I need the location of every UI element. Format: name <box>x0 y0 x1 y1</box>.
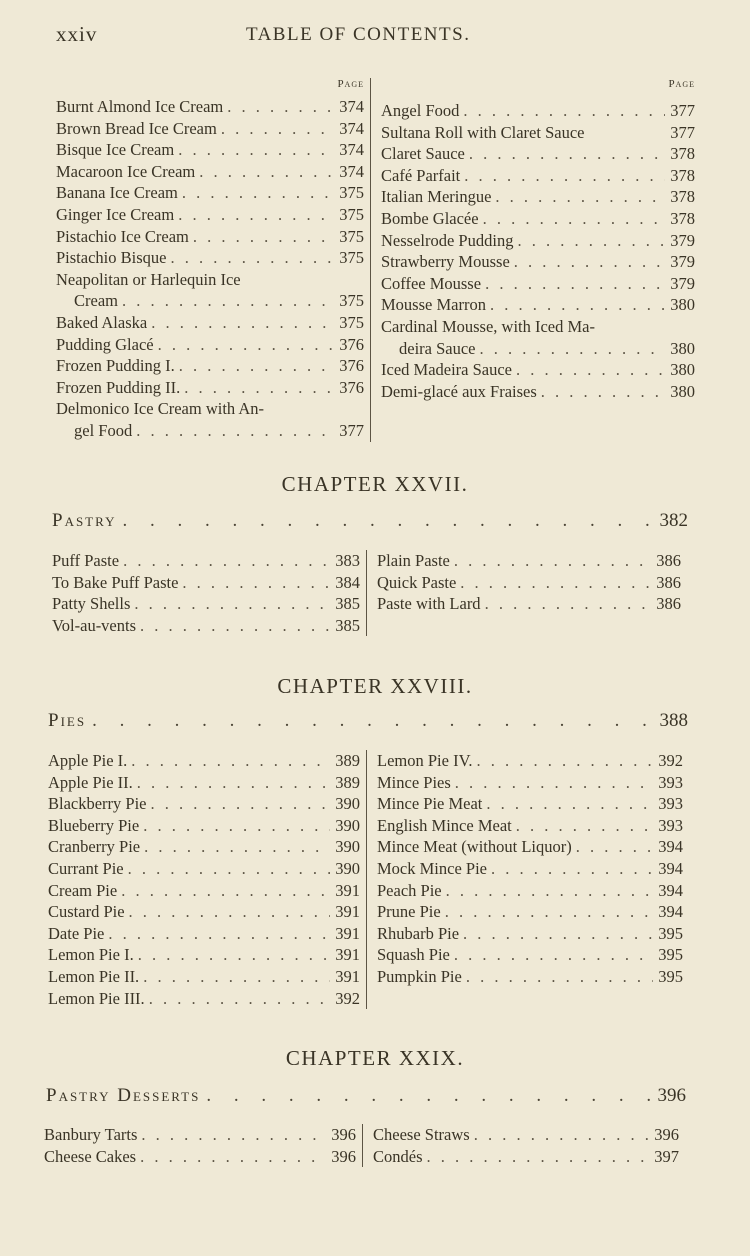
leader-dots <box>147 793 330 815</box>
entry-title: Frozen Pudding II. <box>56 377 181 397</box>
entry-page: 375 <box>339 226 364 246</box>
leader-dots <box>86 710 655 732</box>
toc-entry <box>44 1124 362 1146</box>
leader-dots <box>465 143 665 165</box>
leader-dots <box>441 901 653 923</box>
leader-dots <box>512 359 665 381</box>
toc-entry <box>56 269 370 291</box>
entry-title: Mince Pie Meat <box>377 794 483 814</box>
chapter-heading: CHAPTER XXIX. <box>285 1046 465 1070</box>
leader-dots <box>200 1085 653 1107</box>
entry-page: 391 <box>335 966 360 986</box>
entry-title: Condés <box>373 1146 423 1166</box>
toc-entry <box>56 226 370 248</box>
entry-title: Blueberry Pie <box>48 815 140 835</box>
toc-entry <box>52 593 366 615</box>
entry-title: Italian Meringue <box>381 187 492 207</box>
toc-entry <box>44 1146 362 1168</box>
toc-entry <box>371 230 701 252</box>
toc-entry <box>367 593 687 615</box>
leader-dots <box>512 815 653 837</box>
entry-title: Lemon Pie II. <box>48 966 140 986</box>
entry-page: 380 <box>670 295 695 315</box>
entry-page: 386 <box>656 594 681 614</box>
entry-page: 377 <box>339 420 364 440</box>
left-column <box>56 78 371 442</box>
entry-title: Café Parfait <box>381 165 461 185</box>
entry-title: Apple Pie II. <box>48 772 133 792</box>
toc-entry <box>367 815 689 837</box>
page-number: xxiv <box>56 22 98 46</box>
toc-entry <box>367 944 689 966</box>
leader-dots <box>130 593 330 615</box>
entry-title: Ginger Ice Cream <box>56 204 175 224</box>
page-column-label: Page <box>668 78 695 90</box>
toc-entry <box>48 944 366 966</box>
entry-page: 392 <box>335 988 360 1008</box>
entry-title: Bisque Ice Cream <box>56 140 175 160</box>
leader-dots <box>140 836 330 858</box>
entry-page: 393 <box>658 772 683 792</box>
leader-dots <box>491 186 665 208</box>
toc-entry <box>367 923 689 945</box>
toc-entry <box>371 251 701 273</box>
toc-entry <box>52 615 366 637</box>
entry-title: Patty Shells <box>52 594 131 614</box>
entry-title: To Bake Puff Paste <box>52 572 179 592</box>
leader-dots <box>166 247 334 269</box>
toc-entry <box>56 96 370 118</box>
section-entry <box>52 510 688 532</box>
contents-block <box>52 550 692 636</box>
entry-page: 396 <box>331 1125 356 1144</box>
section-title: Pies <box>48 710 87 731</box>
toc-entry <box>56 161 370 183</box>
entry-page: 377 <box>670 101 695 120</box>
entry-title: Frozen Pudding I. <box>56 356 175 376</box>
entry-page: 385 <box>335 615 360 635</box>
chapter-heading: CHAPTER XXVII. <box>281 472 469 496</box>
entry-page: 394 <box>658 902 683 922</box>
entry-page: 391 <box>335 923 360 943</box>
toc-entry <box>371 100 701 122</box>
leader-dots <box>482 793 653 815</box>
toc-entry <box>56 312 370 334</box>
toc-entry <box>48 923 366 945</box>
entry-page: 393 <box>658 815 683 835</box>
toc-entry <box>56 182 370 204</box>
toc-entry <box>367 880 689 902</box>
left-column <box>52 550 367 636</box>
leader-dots <box>487 858 653 880</box>
entry-page: 375 <box>339 248 364 268</box>
entry-title: Pistachio Ice Cream <box>56 226 189 246</box>
section-entry <box>48 710 688 732</box>
leader-dots <box>116 510 655 532</box>
entry-title: Vol-au-vents <box>52 615 137 635</box>
leader-dots <box>486 294 665 316</box>
section-entry <box>46 1085 686 1107</box>
toc-entry <box>371 273 701 295</box>
entry-title: Puff Paste <box>52 551 120 570</box>
entry-page: 380 <box>670 381 695 401</box>
leader-dots <box>125 901 330 923</box>
toc-entry <box>56 247 370 269</box>
entry-page: 374 <box>339 97 364 116</box>
toc-entry <box>48 772 366 794</box>
entry-title: Cream Pie <box>48 880 118 900</box>
entry-title: Cream <box>74 291 118 311</box>
entry-page: 379 <box>670 252 695 272</box>
entry-page: 375 <box>339 291 364 311</box>
toc-entry <box>48 880 366 902</box>
leader-dots <box>139 966 330 988</box>
entry-page: 375 <box>339 204 364 224</box>
right-column <box>367 750 689 1009</box>
toc-entry <box>367 858 689 880</box>
entry-title: Pudding Glacé <box>56 334 154 354</box>
toc-entry <box>371 122 701 144</box>
chapter-heading: CHAPTER XXVIII. <box>277 674 473 698</box>
leader-dots <box>217 118 334 140</box>
entry-page: 390 <box>335 815 360 835</box>
toc-entry <box>56 377 370 399</box>
leader-dots <box>180 377 334 399</box>
entry-title: Plain Paste <box>377 551 450 570</box>
right-column <box>363 1124 685 1167</box>
entry-page: 378 <box>670 208 695 228</box>
toc-entry <box>48 815 366 837</box>
entry-title: Mince Meat (without Liquor) <box>377 837 572 857</box>
left-column <box>48 750 367 1009</box>
toc-entry <box>367 772 689 794</box>
toc-entry <box>48 793 366 815</box>
entry-title: Burnt Almond Ice Cream <box>56 97 224 116</box>
contents-block <box>48 750 692 1009</box>
leader-dots <box>147 312 334 334</box>
entry-page: 375 <box>339 183 364 203</box>
entry-title: Cranberry Pie <box>48 837 141 857</box>
running-title: TABLE OF CONTENTS. <box>246 24 471 45</box>
leader-dots <box>476 338 666 360</box>
entry-page: 395 <box>658 966 683 986</box>
entry-title: Mousse Marron <box>381 295 486 315</box>
entry-title: Lemon Pie IV. <box>377 751 473 770</box>
leader-dots <box>537 381 665 403</box>
entry-page: 374 <box>339 140 364 160</box>
leader-dots <box>481 273 665 295</box>
toc-entry <box>371 208 701 230</box>
entry-title: Lemon Pie III. <box>48 988 145 1008</box>
leader-dots <box>137 1124 326 1146</box>
leader-dots <box>139 815 330 837</box>
leader-dots <box>118 290 334 312</box>
entry-title: Blackberry Pie <box>48 794 147 814</box>
entry-page: 397 <box>654 1146 679 1166</box>
entry-page: 392 <box>658 751 683 770</box>
toc-entry <box>367 901 689 923</box>
entry-page: 390 <box>335 794 360 814</box>
entry-page: 383 <box>335 551 360 570</box>
leader-dots <box>479 208 665 230</box>
entry-title: Mince Pies <box>377 772 451 792</box>
leader-dots <box>460 165 665 187</box>
leader-dots <box>154 334 334 356</box>
toc-entry <box>48 901 366 923</box>
toc-entry <box>56 290 370 312</box>
leader-dots <box>459 923 653 945</box>
entry-page: 374 <box>339 161 364 181</box>
leader-dots <box>510 251 665 273</box>
toc-entry <box>371 186 701 208</box>
leader-dots <box>442 880 653 902</box>
page-column-label: Page <box>337 78 364 90</box>
section-page: 382 <box>659 510 688 531</box>
section-title: Pastry Desserts <box>46 1085 201 1106</box>
entry-title: Mock Mince Pie <box>377 858 487 878</box>
entry-title: Delmonico Ice Cream with An- <box>56 399 265 419</box>
entry-title: Banbury Tarts <box>44 1125 138 1144</box>
toc-entry <box>371 381 701 403</box>
entry-page: 380 <box>670 338 695 358</box>
entry-title: deira Sauce <box>399 338 476 358</box>
leader-dots <box>124 858 330 880</box>
entry-page: 391 <box>335 880 360 900</box>
entry-title: Currant Pie <box>48 858 124 878</box>
entry-title: Cheese Straws <box>373 1125 470 1144</box>
toc-entry <box>367 572 687 594</box>
leader-dots <box>423 1146 650 1168</box>
leader-dots <box>223 96 334 118</box>
leader-dots <box>133 772 330 794</box>
entry-page: 378 <box>670 165 695 185</box>
entry-title: Demi-glacé aux Fraises <box>381 381 537 401</box>
entry-title: English Mince Meat <box>377 815 512 835</box>
entry-title: Brown Bread Ice Cream <box>56 118 217 138</box>
entry-title: Pistachio Bisque <box>56 248 167 268</box>
leader-dots <box>459 100 665 122</box>
leader-dots <box>513 230 665 252</box>
entry-title: Sultana Roll with Claret Sauce <box>381 122 585 142</box>
entry-title: Baked Alaska <box>56 312 148 332</box>
toc-entry <box>48 836 366 858</box>
entry-page: 386 <box>656 572 681 592</box>
entry-page: 379 <box>670 230 695 250</box>
leader-dots <box>470 1124 649 1146</box>
leader-dots <box>134 944 330 966</box>
toc-entry <box>367 550 687 572</box>
entry-title: Coffee Mousse <box>381 273 482 293</box>
entry-page: 378 <box>670 187 695 207</box>
toc-entry <box>371 294 701 316</box>
entry-page: 376 <box>339 356 364 376</box>
entry-page: 393 <box>658 794 683 814</box>
entry-page: 374 <box>339 118 364 138</box>
toc-entry <box>56 398 370 420</box>
leader-dots <box>174 139 334 161</box>
toc-entry <box>367 966 689 988</box>
entry-title: Claret Sauce <box>381 144 465 164</box>
leader-dots <box>117 880 330 902</box>
leader-dots <box>132 420 334 442</box>
entry-page: 376 <box>339 377 364 397</box>
toc-entry <box>56 118 370 140</box>
entry-page: 390 <box>335 837 360 857</box>
entry-title: Nesselrode Pudding <box>381 230 514 250</box>
toc-entry <box>48 750 366 772</box>
entry-page: 391 <box>335 902 360 922</box>
entry-title: Cardinal Mousse, with Iced Ma- <box>381 316 595 336</box>
section-page: 388 <box>659 710 688 731</box>
leader-dots <box>451 772 653 794</box>
leader-dots <box>178 182 334 204</box>
contents-block-continued <box>56 78 706 442</box>
leader-dots <box>136 615 330 637</box>
contents-block <box>44 1124 690 1167</box>
entry-page: 394 <box>658 858 683 878</box>
leader-dots <box>472 750 653 772</box>
entry-page: 378 <box>670 144 695 164</box>
leader-dots <box>189 226 334 248</box>
toc-entry <box>56 139 370 161</box>
entry-page: 391 <box>335 945 360 965</box>
section-title: Pastry <box>52 510 117 531</box>
leader-dots <box>456 572 651 594</box>
entry-title: Pumpkin Pie <box>377 966 462 986</box>
entry-title: Peach Pie <box>377 880 442 900</box>
entry-title: Strawberry Mousse <box>381 252 510 272</box>
toc-entry <box>371 359 701 381</box>
leader-dots <box>175 355 334 377</box>
toc-entry <box>56 334 370 356</box>
entry-title: Neapolitan or Harlequin Ice <box>56 269 241 289</box>
entry-page: 395 <box>658 923 683 943</box>
toc-entry <box>367 750 689 772</box>
toc-entry <box>56 420 370 442</box>
toc-entry <box>363 1146 685 1168</box>
entry-title: Macaroon Ice Cream <box>56 161 196 181</box>
leader-dots <box>145 988 330 1010</box>
entry-title: Rhubarb Pie <box>377 923 460 943</box>
toc-entry <box>48 966 366 988</box>
leader-dots <box>174 204 334 226</box>
entry-page: 394 <box>658 837 683 857</box>
entry-title: Quick Paste <box>377 572 457 592</box>
leader-dots <box>119 550 330 572</box>
entry-page: 385 <box>335 594 360 614</box>
leader-dots <box>481 593 651 615</box>
leader-dots <box>450 550 651 572</box>
entry-page: 379 <box>670 273 695 293</box>
entry-page: 389 <box>335 772 360 792</box>
entry-page: 389 <box>335 751 360 770</box>
leader-dots <box>462 966 653 988</box>
entry-page: 376 <box>339 334 364 354</box>
toc-entry <box>367 793 689 815</box>
entry-page: 380 <box>670 360 695 380</box>
toc-entry <box>371 338 701 360</box>
leader-dots <box>195 161 334 183</box>
toc-entry <box>367 836 689 858</box>
entry-title: Cheese Cakes <box>44 1146 137 1166</box>
entry-title: gel Food <box>74 420 133 440</box>
toc-entry <box>52 572 366 594</box>
entry-title: Bombe Glacée <box>381 208 479 228</box>
toc-entry <box>371 143 701 165</box>
entry-page: 396 <box>331 1146 356 1166</box>
leader-dots <box>136 1146 326 1168</box>
entry-page: 377 <box>670 122 695 142</box>
toc-entry <box>363 1124 685 1146</box>
entry-page: 395 <box>658 945 683 965</box>
leader-dots <box>127 750 330 772</box>
entry-page: 384 <box>335 572 360 592</box>
entry-page: 394 <box>658 880 683 900</box>
right-column <box>371 78 701 442</box>
entry-title: Squash Pie <box>377 945 450 965</box>
toc-entry <box>56 355 370 377</box>
entry-title: Angel Food <box>381 101 460 120</box>
left-column <box>44 1124 363 1167</box>
leader-dots <box>178 572 330 594</box>
entry-page: 390 <box>335 858 360 878</box>
leader-dots <box>450 944 653 966</box>
toc-entry <box>371 165 701 187</box>
leader-dots <box>572 836 653 858</box>
entry-title: Apple Pie I. <box>48 751 128 770</box>
entry-title: Paste with Lard <box>377 594 481 614</box>
entry-title: Date Pie <box>48 923 105 943</box>
running-header <box>56 22 706 52</box>
leader-dots <box>104 923 330 945</box>
entry-page: 375 <box>339 312 364 332</box>
toc-entry <box>56 204 370 226</box>
entry-title: Banana Ice Cream <box>56 183 178 203</box>
entry-page: 386 <box>656 551 681 570</box>
section-page: 396 <box>657 1085 686 1106</box>
entry-title: Lemon Pie I. <box>48 945 134 965</box>
right-column <box>367 550 687 636</box>
entry-page: 396 <box>654 1125 679 1144</box>
entry-title: Prune Pie <box>377 902 441 922</box>
toc-entry <box>48 858 366 880</box>
toc-entry <box>371 316 701 338</box>
toc-entry <box>48 988 366 1010</box>
toc-entry <box>52 550 366 572</box>
entry-title: Iced Madeira Sauce <box>381 360 513 380</box>
entry-title: Custard Pie <box>48 902 125 922</box>
